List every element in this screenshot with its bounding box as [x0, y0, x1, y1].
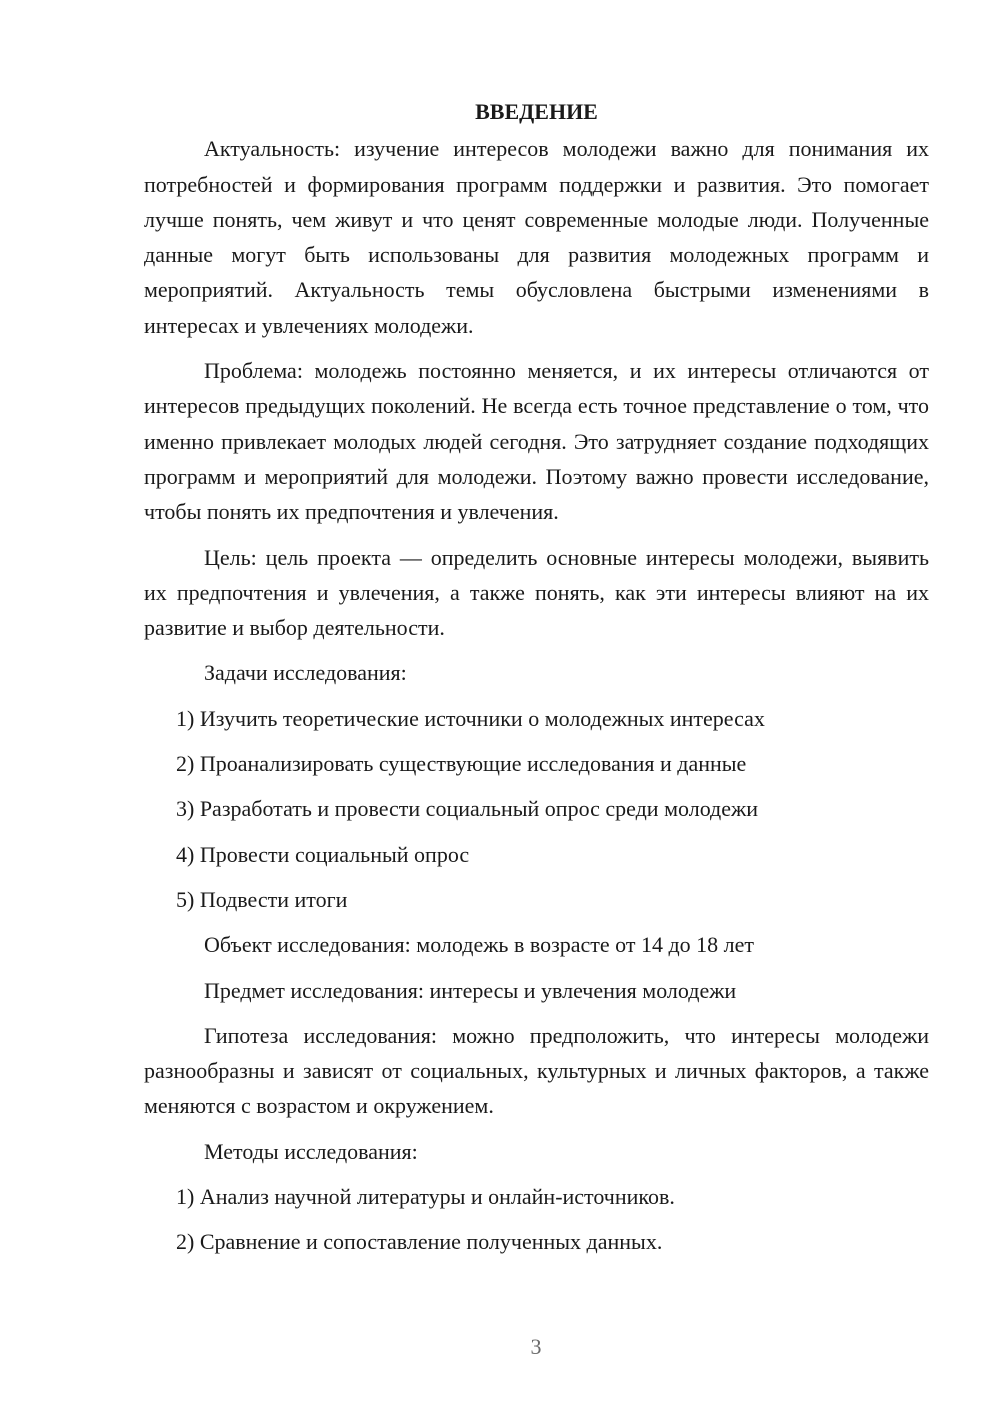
relevance-paragraph: Актуальность: изучение интересов молодежи важно для понимания их потребностей и формирования программ поддержки и развития. Это помогает лучше понять, чем живут и что ценят современные молодые люди. Полученные данные могут быть использованы для развития молодежных программ и мероприятий. Актуальность темы обусловлена быстрыми изменениями в интересах и увлечениях молодежи. — [144, 136, 929, 338]
problem-paragraph: Проблема: молодежь постоянно меняется, и их интересы отличаются от интересов предыдущих поколений. Не всегда есть точное представление о том, что именно привлекает молодых людей сегодня. Это затрудняет создание подходящих программ и мероприятий для молодежи. Поэтому важно провести исследование, чтобы понять их предпочтения и увлечения. — [144, 358, 929, 525]
method-item-1: 1) Анализ научной литературы и онлайн-источников. — [176, 1184, 675, 1210]
task-item-2: 2) Проанализировать существующие исследования и данные — [176, 751, 747, 777]
method-item-2: 2) Сравнение и сопоставление полученных данных. — [176, 1229, 663, 1255]
page-number: 3 — [530, 1334, 542, 1359]
page-title: ВВЕДЕНИЕ — [475, 99, 598, 124]
tasks-heading: Задачи исследования: — [204, 660, 407, 686]
research-object: Объект исследования: молодежь в возрасте от 14 до 18 лет — [204, 932, 755, 958]
hypothesis-paragraph: Гипотеза исследования: можно предположить, что интересы молодежи разнообразны и зависят от социальных, культурных и личных факторов, а также меняются с возрастом и окружением. — [144, 1022, 929, 1119]
goal-paragraph: Цель: цель проекта — определить основные интересы молодежи, выявить их предпочтения и увлечения, а также понять, как эти интересы влияют на их развитие и выбор деятельности. — [144, 544, 929, 641]
task-item-1: 1) Изучить теоретические источники о молодежных интересах — [176, 705, 765, 731]
research-subject: Предмет исследования: интересы и увлечения молодежи — [204, 977, 737, 1003]
task-item-3: 3) Разработать и провести социальный опрос среди молодежи — [176, 796, 758, 822]
methods-heading: Методы исследования: — [204, 1138, 418, 1164]
task-item-4: 4) Провести социальный опрос — [176, 841, 470, 867]
document-page — [144, 94, 929, 1270]
task-item-5: 5) Подвести итоги — [176, 886, 348, 912]
